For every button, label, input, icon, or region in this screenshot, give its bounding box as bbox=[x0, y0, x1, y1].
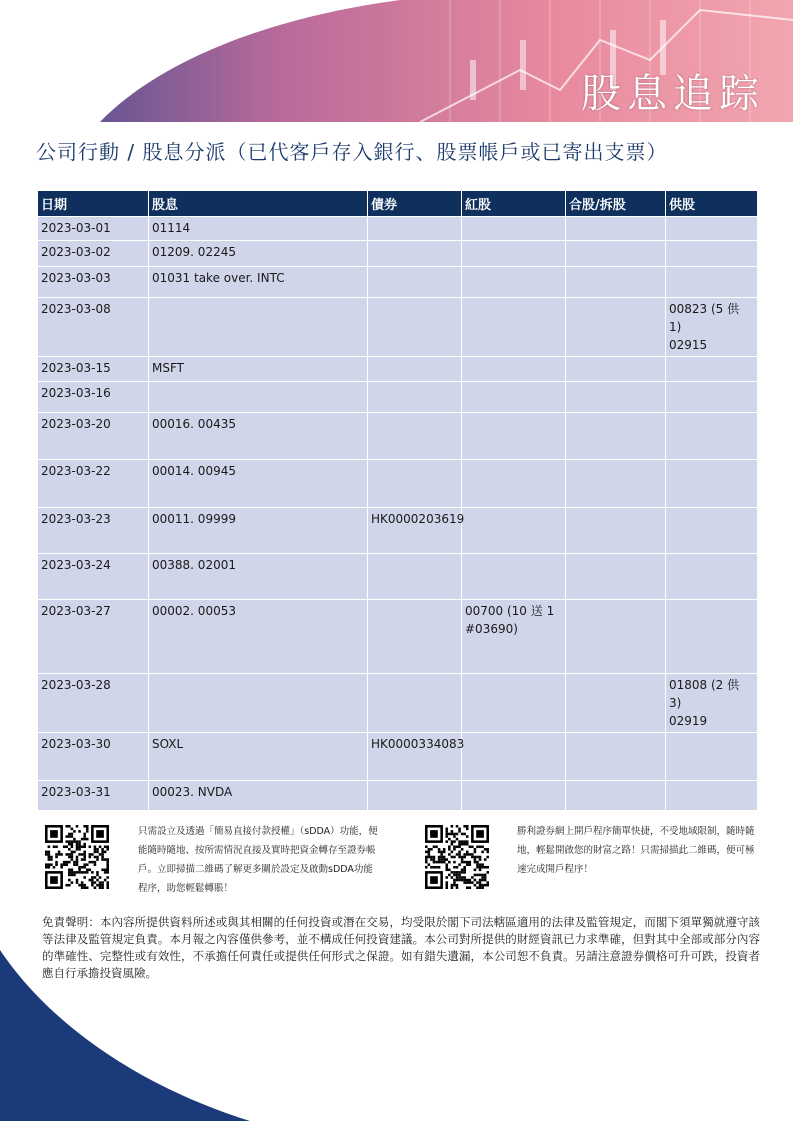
cell-consolidation-split bbox=[566, 357, 666, 382]
cell-consolidation-split bbox=[566, 217, 666, 241]
table-row bbox=[38, 357, 758, 382]
cell-rights-issue bbox=[666, 357, 758, 382]
cell-dividend: SOXL bbox=[149, 733, 368, 781]
cell-bond bbox=[368, 674, 462, 733]
cell-date: 2023-03-27 bbox=[38, 600, 149, 674]
cell-rights-issue bbox=[666, 413, 758, 460]
cell-bond bbox=[368, 267, 462, 298]
cell-dividend bbox=[149, 382, 368, 413]
table-row bbox=[38, 781, 758, 811]
cell-date: 2023-03-03 bbox=[38, 267, 149, 298]
bottom-decoration bbox=[0, 950, 793, 1121]
cell-date: 2023-03-02 bbox=[38, 241, 149, 267]
table-row bbox=[38, 267, 758, 298]
cell-rights-issue: 00823 (5 供 1) 02915 bbox=[666, 298, 758, 357]
cell-bonus-share bbox=[462, 298, 566, 357]
column-header-rights-issue: 供股 bbox=[666, 191, 758, 217]
cell-bond bbox=[368, 554, 462, 600]
cell-bond bbox=[368, 781, 462, 811]
table-row bbox=[38, 241, 758, 267]
cell-bonus-share bbox=[462, 382, 566, 413]
cell-date: 2023-03-01 bbox=[38, 217, 149, 241]
column-header-bonus-share: 紅股 bbox=[462, 191, 566, 217]
cell-consolidation-split bbox=[566, 600, 666, 674]
cell-dividend: 01209. 02245 bbox=[149, 241, 368, 267]
qr-code-account-opening[interactable] bbox=[425, 825, 489, 889]
cell-rights-issue bbox=[666, 508, 758, 554]
cell-rights-issue bbox=[666, 241, 758, 267]
table-row bbox=[38, 733, 758, 781]
cell-dividend: MSFT bbox=[149, 357, 368, 382]
cell-consolidation-split bbox=[566, 298, 666, 357]
table-row bbox=[38, 674, 758, 733]
cell-consolidation-split bbox=[566, 733, 666, 781]
column-header-date: 日期 bbox=[38, 191, 149, 217]
cell-consolidation-split bbox=[566, 781, 666, 811]
cell-date: 2023-03-23 bbox=[38, 508, 149, 554]
cell-rights-issue: 01808 (2 供 3) 02919 bbox=[666, 674, 758, 733]
cell-bond bbox=[368, 382, 462, 413]
table-row bbox=[38, 217, 758, 241]
cell-date: 2023-03-20 bbox=[38, 413, 149, 460]
qr-code-sdda[interactable] bbox=[45, 825, 109, 889]
header-banner bbox=[0, 0, 793, 122]
cell-consolidation-split bbox=[566, 382, 666, 413]
cell-bond bbox=[368, 460, 462, 508]
cell-bond bbox=[368, 600, 462, 674]
cell-bonus-share bbox=[462, 781, 566, 811]
column-header-bond: 債券 bbox=[368, 191, 462, 217]
cell-dividend: 00002. 00053 bbox=[149, 600, 368, 674]
cell-date: 2023-03-31 bbox=[38, 781, 149, 811]
column-header-consolidation-split: 合股/拆股 bbox=[566, 191, 666, 217]
cell-bonus-share bbox=[462, 241, 566, 267]
cell-date: 2023-03-16 bbox=[38, 382, 149, 413]
table-header-row bbox=[38, 191, 758, 217]
page-title: 股息追踪 bbox=[581, 71, 765, 117]
table-row bbox=[38, 508, 758, 554]
table-row bbox=[38, 298, 758, 357]
table-row bbox=[38, 600, 758, 674]
cell-dividend: 00011. 09999 bbox=[149, 508, 368, 554]
account-opening-promo-text: 勝利證券網上開戶程序簡單快捷，不受地域限制，隨時隨地，輕鬆開啟您的財富之路！只需掃描此二維碼，便可極速完成開戶程序！ bbox=[517, 826, 755, 875]
table-row bbox=[38, 413, 758, 460]
disclaimer-text: 免責聲明：本內容所提供資料所述或與其相關的任何投資或潛在交易，均受限於閣下司法轄區適用的法律及監管規定，而閣下須單獨就遵守該等法律及監管規定負責。本月報之內容僅供參考，並不構成任何投資建議。本公司對所提供的財經資訊已力求準確，但對其中全部或部分內容的準確性、完整性或有效性，不承擔任何責任或提供任何形式之保證。如有錯失遺漏，本公司恕不負責。另請注意證券價格可升可跌，投資者應自行承擔投資風險。 bbox=[42, 915, 760, 980]
table-body bbox=[38, 217, 758, 811]
page-subtitle: 公司行動 / 股息分派（已代客戶存入銀行、股票帳戶或已寄出支票） bbox=[36, 140, 668, 164]
cell-bond bbox=[368, 413, 462, 460]
cell-bonus-share bbox=[462, 733, 566, 781]
cell-dividend: 00023. NVDA bbox=[149, 781, 368, 811]
cell-bond: HK0000203619 bbox=[368, 508, 462, 554]
cell-bond bbox=[368, 357, 462, 382]
cell-dividend: 01031 take over. INTC bbox=[149, 267, 368, 298]
table-row bbox=[38, 382, 758, 413]
cell-rights-issue bbox=[666, 382, 758, 413]
cell-bonus-share bbox=[462, 413, 566, 460]
sdda-promo-text: 只需設立及透過「簡易直接付款授權」（sDDA）功能，便能隨時隨地、按所需情況直接及實時把資金轉存至證券帳戶。立即掃描二維碼了解更多關於設定及啟動sDDA功能程序，助您輕鬆轉賬！ bbox=[138, 826, 378, 894]
cell-rights-issue bbox=[666, 600, 758, 674]
cell-date: 2023-03-28 bbox=[38, 674, 149, 733]
cell-rights-issue bbox=[666, 460, 758, 508]
cell-consolidation-split bbox=[566, 460, 666, 508]
cell-dividend: 00016. 00435 bbox=[149, 413, 368, 460]
table-row bbox=[38, 460, 758, 508]
cell-bonus-share bbox=[462, 554, 566, 600]
cell-date: 2023-03-30 bbox=[38, 733, 149, 781]
cell-bond bbox=[368, 217, 462, 241]
cell-bonus-share: 00700 (10 送 1 #03690) bbox=[462, 600, 566, 674]
cell-date: 2023-03-22 bbox=[38, 460, 149, 508]
cell-consolidation-split bbox=[566, 241, 666, 267]
dividend-table-container bbox=[37, 190, 757, 811]
cell-date: 2023-03-24 bbox=[38, 554, 149, 600]
cell-consolidation-split bbox=[566, 554, 666, 600]
column-header-dividend: 股息 bbox=[149, 191, 368, 217]
cell-dividend: 00014. 00945 bbox=[149, 460, 368, 508]
cell-consolidation-split bbox=[566, 508, 666, 554]
cell-bonus-share bbox=[462, 217, 566, 241]
cell-date: 2023-03-15 bbox=[38, 357, 149, 382]
cell-bond bbox=[368, 298, 462, 357]
cell-bonus-share bbox=[462, 460, 566, 508]
cell-date: 2023-03-08 bbox=[38, 298, 149, 357]
cell-dividend bbox=[149, 674, 368, 733]
table-row bbox=[38, 554, 758, 600]
cell-rights-issue bbox=[666, 217, 758, 241]
cell-dividend: 01114 bbox=[149, 217, 368, 241]
cell-bond bbox=[368, 241, 462, 267]
cell-consolidation-split bbox=[566, 267, 666, 298]
dividend-table bbox=[37, 190, 758, 811]
cell-rights-issue bbox=[666, 733, 758, 781]
cell-rights-issue bbox=[666, 554, 758, 600]
cell-consolidation-split bbox=[566, 674, 666, 733]
cell-dividend: 00388. 02001 bbox=[149, 554, 368, 600]
cell-rights-issue bbox=[666, 781, 758, 811]
cell-rights-issue bbox=[666, 267, 758, 298]
cell-consolidation-split bbox=[566, 413, 666, 460]
cell-bonus-share bbox=[462, 508, 566, 554]
cell-bond: HK0000334083 bbox=[368, 733, 462, 781]
cell-bonus-share bbox=[462, 674, 566, 733]
cell-dividend bbox=[149, 298, 368, 357]
cell-bonus-share bbox=[462, 357, 566, 382]
cell-bonus-share bbox=[462, 267, 566, 298]
